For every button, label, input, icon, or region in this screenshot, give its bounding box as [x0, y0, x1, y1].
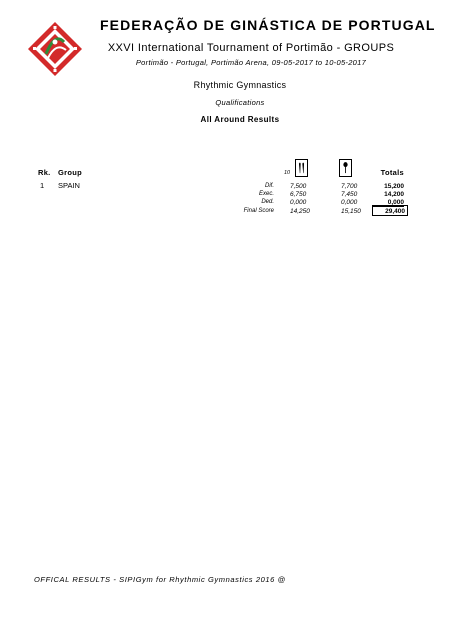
- total-final-score: 29,400: [385, 208, 405, 215]
- federation-title: FEDERAÇÃO DE GINÁSTICA DE PORTUGAL: [100, 17, 436, 33]
- app1-execution: 6,750: [290, 191, 307, 198]
- clubs-icon: [295, 159, 308, 177]
- total-deduction: 0,000: [372, 199, 404, 207]
- venue-line: Portimão - Portugal, Portimão Arena, 09-05-2017 to 10-05-2017: [135, 58, 367, 67]
- app2-deduction: 0,000: [341, 199, 358, 206]
- app2-difficulty: 7,700: [341, 183, 358, 190]
- totals-header: Totals: [380, 168, 404, 177]
- group-header: Group: [58, 168, 82, 177]
- tournament-title: XXVI International Tournament of Portimão - GROUPS: [107, 42, 395, 54]
- footer-text: OFFICAL RESULTS - SIPIGym for Rhythmic Gymnastics 2016 @: [34, 575, 286, 584]
- difficulty-label: Dif.: [265, 183, 274, 189]
- total-execution: 14,200: [384, 191, 404, 198]
- app1-final-score: 14,250: [290, 208, 310, 215]
- rank-header: Rk.: [38, 168, 51, 177]
- discipline-title: Rhythmic Gymnastics: [193, 80, 287, 90]
- total-difficulty: 15,200: [384, 183, 404, 190]
- fgp-logo-icon: [26, 20, 84, 78]
- app1-deduction: 0,000: [290, 199, 307, 206]
- deduction-label: Ded.: [261, 199, 274, 205]
- apparatus-count: 10: [284, 170, 291, 176]
- phase-title: Qualifications: [215, 98, 265, 107]
- rank-value: 1: [40, 181, 45, 190]
- group-name: SPAIN: [58, 181, 80, 190]
- results-title: All Around Results: [200, 115, 280, 124]
- app2-execution: 7,450: [341, 191, 358, 198]
- final-score-label: Final Score: [243, 208, 274, 214]
- app2-final-score: 15,150: [341, 208, 361, 215]
- app1-difficulty: 7,500: [290, 183, 307, 190]
- execution-label: Exec.: [258, 191, 274, 197]
- hoop-ribbon-icon: [339, 159, 352, 177]
